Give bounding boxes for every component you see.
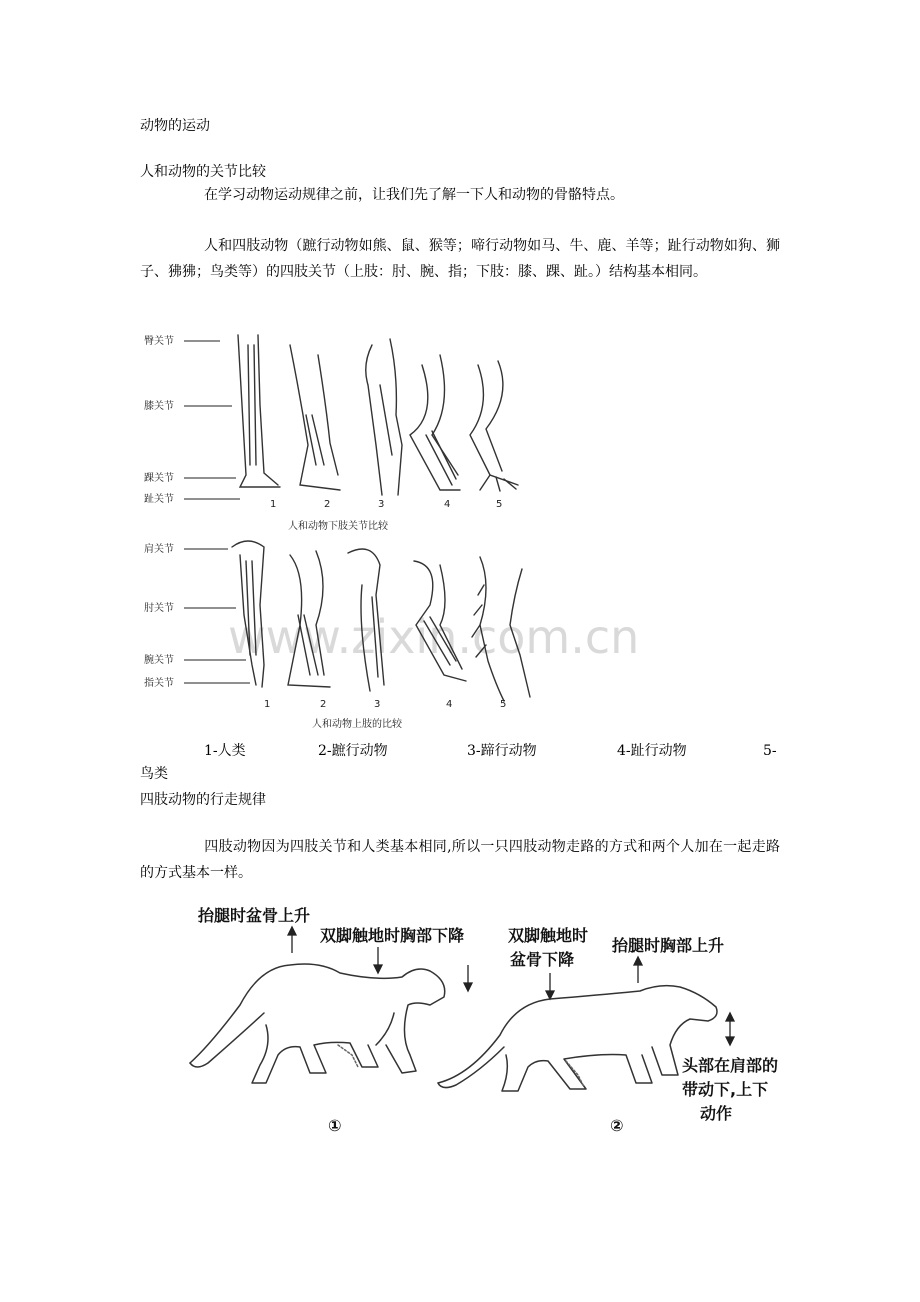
label-head-line3: 动作 — [700, 1104, 733, 1123]
upper-number-4: 4 — [446, 699, 453, 710]
section-heading-walking: 四肢动物的行走规律 — [140, 792, 266, 808]
walking-cat-frame-1 — [190, 964, 445, 1083]
legend-item-unguligrade: 3-蹄行动物 — [467, 743, 537, 759]
upper-number-2: 2 — [320, 699, 327, 710]
label-knee-joint: 膝关节 — [144, 401, 174, 412]
label-elbow-joint: 肘关节 — [144, 603, 174, 614]
lower-number-5: 5 — [496, 499, 503, 510]
lower-number-1: 1 — [270, 499, 277, 510]
label-pelvis-drops-line1: 双脚触地时 — [508, 926, 589, 945]
section-heading-joints: 人和动物的关节比较 — [140, 164, 266, 180]
label-shoulder-joint: 肩关节 — [144, 544, 174, 555]
label-wrist-joint: 腕关节 — [144, 655, 174, 666]
upper-number-3: 3 — [374, 699, 381, 710]
label-toe-joint: 趾关节 — [144, 494, 174, 505]
label-finger-joint: 指关节 — [144, 678, 174, 689]
legend-item-human: 1-人类 — [204, 743, 246, 759]
label-pelvis-rises: 抬腿时盆骨上升 — [198, 906, 311, 925]
watermark: www.zixin.com.cn — [228, 610, 640, 664]
page-title: 动物的运动 — [140, 118, 210, 134]
label-head-line1: 头部在肩部的 — [682, 1056, 779, 1075]
paragraph-walking: 四肢动物因为四肢关节和人类基本相同,所以一只四肢动物走路的方式和两个人加在一起走路的方式基本一样。 — [140, 839, 780, 881]
quadruped-walk-figure — [180, 895, 800, 1165]
label-head-line2: 带动下,上下 — [682, 1080, 769, 1099]
lower-number-4: 4 — [444, 499, 451, 510]
paragraph-joints: 人和四肢动物（蹠行动物如熊、鼠、猴等；啼行动物如马、牛、鹿、羊等；趾行动物如狗、狮子、狒狒；鸟类等）的四肢关节（上肢：肘、腕、指；下肢：膝、踝、趾。）结构基本相同。 — [140, 238, 780, 280]
limb-joint-comparison-figure — [140, 325, 700, 745]
legend-item-plantigrade: 2-蹠行动物 — [318, 743, 388, 759]
legend-item-bird-label: 鸟类 — [140, 766, 168, 782]
lower-limb-numbers — [270, 499, 502, 510]
upper-limb-numbers — [264, 699, 506, 710]
walking-cat-frame-2 — [438, 986, 717, 1091]
legend-item-digitigrade: 4-趾行动物 — [617, 743, 687, 759]
upper-limb-caption: 人和动物上肢的比较 — [312, 719, 402, 730]
upper-number-5: 5 — [500, 699, 507, 710]
lower-number-2: 2 — [324, 499, 331, 510]
frame-number-2: ② — [610, 1116, 624, 1135]
lower-number-3: 3 — [378, 499, 385, 510]
label-ankle-joint: 踝关节 — [144, 473, 174, 484]
frame-number-1: ① — [328, 1116, 342, 1135]
lower-limb-sketches — [238, 335, 518, 495]
lower-limb-caption: 人和动物下肢关节比较 — [288, 521, 388, 532]
paragraph-intro: 在学习动物运动规律之前，让我们先了解一下人和动物的骨骼特点。 — [204, 187, 624, 203]
label-pelvis-drops-line2: 盆骨下降 — [510, 950, 575, 969]
upper-number-1: 1 — [264, 699, 271, 710]
label-chest-rises: 抬腿时胸部上升 — [612, 936, 725, 955]
label-hip-joint: 臀关节 — [144, 336, 174, 347]
label-chest-drops: 双脚触地时胸部下降 — [320, 926, 465, 945]
lower-joint-labels — [144, 334, 240, 505]
legend-item-bird-number: 5- — [763, 743, 777, 759]
